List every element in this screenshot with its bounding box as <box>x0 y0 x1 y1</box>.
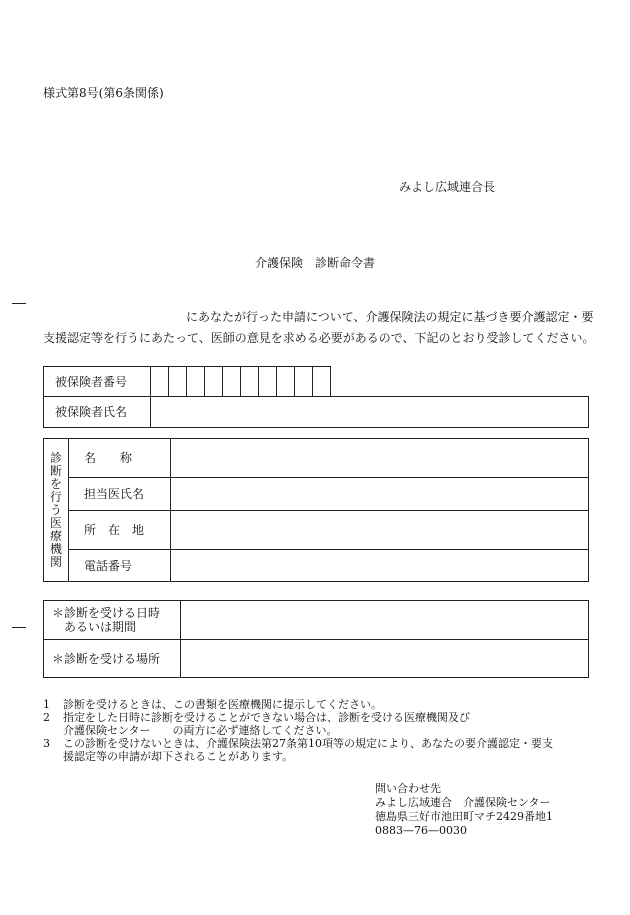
clinic-phone-label: 電話番号 <box>69 550 171 582</box>
note-line: 援認定等の申請が却下されることがあります。 <box>63 750 294 763</box>
insured-number-label: 被保険者番号 <box>44 367 151 397</box>
contact-heading: 問い合わせ先 <box>375 782 441 795</box>
contact-block <box>375 782 553 838</box>
insured-number-digit-7[interactable] <box>259 367 277 397</box>
clinic-group-char: 医 <box>49 515 62 530</box>
margin-tick-bottom <box>12 627 26 628</box>
insured-number-digit-2[interactable] <box>169 367 187 397</box>
schedule-table <box>43 600 589 678</box>
insured-table <box>43 366 589 428</box>
clinic-group-char: う <box>49 502 62 517</box>
note-number: 1 <box>43 698 50 711</box>
note-number: 3 <box>43 737 50 750</box>
issuer: みよし広域連合長 <box>399 180 496 194</box>
note-item <box>43 698 553 711</box>
contact-address: 徳島県三好市池田町マチ2429番地1 <box>375 810 553 823</box>
clinic-group-char: 断 <box>49 463 62 478</box>
note-line: 指定をした日時に診断を受けることができない場合は、診断を受ける医療機関及び <box>63 711 470 724</box>
clinic-group-char: を <box>49 476 62 491</box>
notes <box>43 698 553 763</box>
clinic-doctor-field[interactable] <box>171 478 589 511</box>
schedule-place-field[interactable] <box>181 640 589 678</box>
insured-number-digit-9[interactable] <box>295 367 313 397</box>
page-title: 介護保険 診断命令書 <box>255 256 376 270</box>
clinic-group-char: 療 <box>49 528 62 543</box>
note-item <box>43 737 553 763</box>
body-line-2: 支援認定等を行うにあたって、医師の意見を求める必要があるので、下記のとおり受診してください。 <box>43 331 595 345</box>
form-id: 様式第8号(第6条関係) <box>43 86 164 100</box>
clinic-doctor-label: 担当医氏名 <box>69 478 171 511</box>
clinic-phone-field[interactable] <box>171 550 589 582</box>
clinic-group-char: 機 <box>49 541 62 556</box>
note-item <box>43 711 553 737</box>
insured-name-label: 被保険者氏名 <box>44 397 151 428</box>
insured-number-digit-5[interactable] <box>223 367 241 397</box>
note-line: 介護保険センター の両方に必ず連絡してください。 <box>63 724 338 737</box>
note-line: この診断を受けないときは、介護保険法第27条第10項等の規定により、あなたの要介護認定・要支 <box>63 737 553 750</box>
body-line-1: にあなたが行った申請について、介護保険法の規定に基づき要介護認定・要 <box>186 310 594 324</box>
note-line: 診断を受けるときは、この書類を医療機関に提示してください。 <box>63 698 382 711</box>
clinic-group-label <box>44 439 69 582</box>
contact-org: みよし広域連合 介護保険センター <box>375 796 551 809</box>
schedule-date-label-line-1: ＊診断を受ける日時 <box>52 606 161 620</box>
insured-number-digit-6[interactable] <box>241 367 259 397</box>
clinic-group-char: 診 <box>49 450 62 465</box>
schedule-place-label: ＊診断を受ける場所 <box>44 640 181 678</box>
insured-name-field[interactable] <box>151 397 589 428</box>
clinic-address-field[interactable] <box>171 511 589 550</box>
clinic-name-field[interactable] <box>171 439 589 478</box>
insured-number-digit-8[interactable] <box>277 367 295 397</box>
schedule-date-label-line-2: あるいは期間 <box>64 620 137 634</box>
clinic-address-label: 所 在 地 <box>69 511 171 550</box>
insured-number-digit-1[interactable] <box>151 367 169 397</box>
contact-phone: 0883—76—0030 <box>375 824 467 837</box>
clinic-name-label: 名 称 <box>69 439 171 478</box>
insured-number-digit-3[interactable] <box>187 367 205 397</box>
note-number: 2 <box>43 711 50 724</box>
insured-number-digit-10[interactable] <box>313 367 331 397</box>
clinic-group-char: 関 <box>49 554 62 569</box>
schedule-date-field[interactable] <box>181 601 589 640</box>
insured-number-digit-4[interactable] <box>205 367 223 397</box>
margin-tick-top <box>12 303 26 304</box>
clinic-group-char: 行 <box>49 489 62 504</box>
insured-number-blank <box>331 367 589 397</box>
schedule-date-label <box>44 601 181 640</box>
clinic-table <box>43 438 589 582</box>
